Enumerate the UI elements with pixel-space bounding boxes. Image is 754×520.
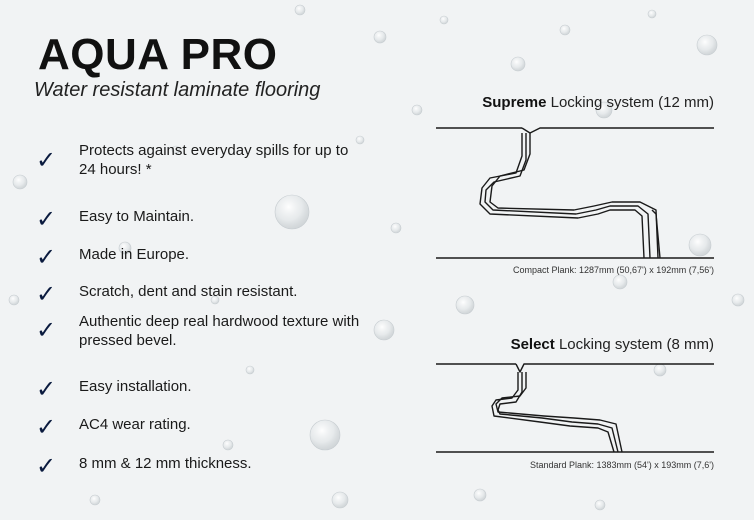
supreme-locking-diagram bbox=[430, 118, 720, 266]
select-label: Locking system (8 mm) bbox=[558, 336, 714, 353]
feature-item bbox=[34, 207, 374, 247]
select-name: Select bbox=[510, 336, 555, 353]
select-locking-diagram bbox=[430, 358, 720, 458]
supreme-label: Locking system (12 mm) bbox=[550, 94, 714, 111]
feature-item bbox=[34, 312, 374, 352]
select-system-title bbox=[511, 336, 714, 353]
feature-item bbox=[34, 415, 374, 455]
select-caption: Standard Plank: 1383mm (54') x 193mm (7,6') bbox=[529, 460, 714, 470]
check-mark-icon: ✓ bbox=[36, 375, 57, 403]
supreme-name: Supreme bbox=[482, 94, 547, 111]
supreme-system-title bbox=[482, 94, 714, 111]
feature-item bbox=[34, 141, 374, 181]
feature-text: Protects against everyday spills for up to 24 hours! * bbox=[79, 142, 349, 178]
check-mark-icon: ✓ bbox=[36, 205, 57, 233]
feature-text: 8 mm & 12 mm thickness. bbox=[79, 455, 252, 472]
check-mark-icon: ✓ bbox=[36, 280, 57, 308]
feature-text: Scratch, dent and stain resistant. bbox=[79, 283, 298, 300]
feature-text: Easy to Maintain. bbox=[79, 208, 195, 225]
check-mark-icon: ✓ bbox=[36, 316, 57, 344]
supreme-caption: Compact Plank: 1287mm (50,67') x 192mm (7,56') bbox=[512, 265, 714, 275]
check-mark-icon: ✓ bbox=[36, 146, 57, 174]
feature-text: Easy installation. bbox=[79, 378, 192, 395]
product-subtitle: Water resistant laminate flooring bbox=[34, 79, 321, 101]
feature-text: AC4 wear rating. bbox=[79, 416, 191, 433]
feature-item bbox=[34, 377, 374, 417]
check-mark-icon: ✓ bbox=[36, 452, 57, 480]
feature-text: Made in Europe. bbox=[79, 246, 190, 263]
feature-item bbox=[34, 454, 374, 494]
feature-item bbox=[34, 245, 374, 285]
feature-text: Authentic deep real hardwood texture with pressed bevel. bbox=[79, 313, 360, 349]
product-title: AQUA PRO bbox=[38, 30, 278, 79]
check-mark-icon: ✓ bbox=[36, 243, 57, 271]
check-mark-icon: ✓ bbox=[36, 413, 57, 441]
